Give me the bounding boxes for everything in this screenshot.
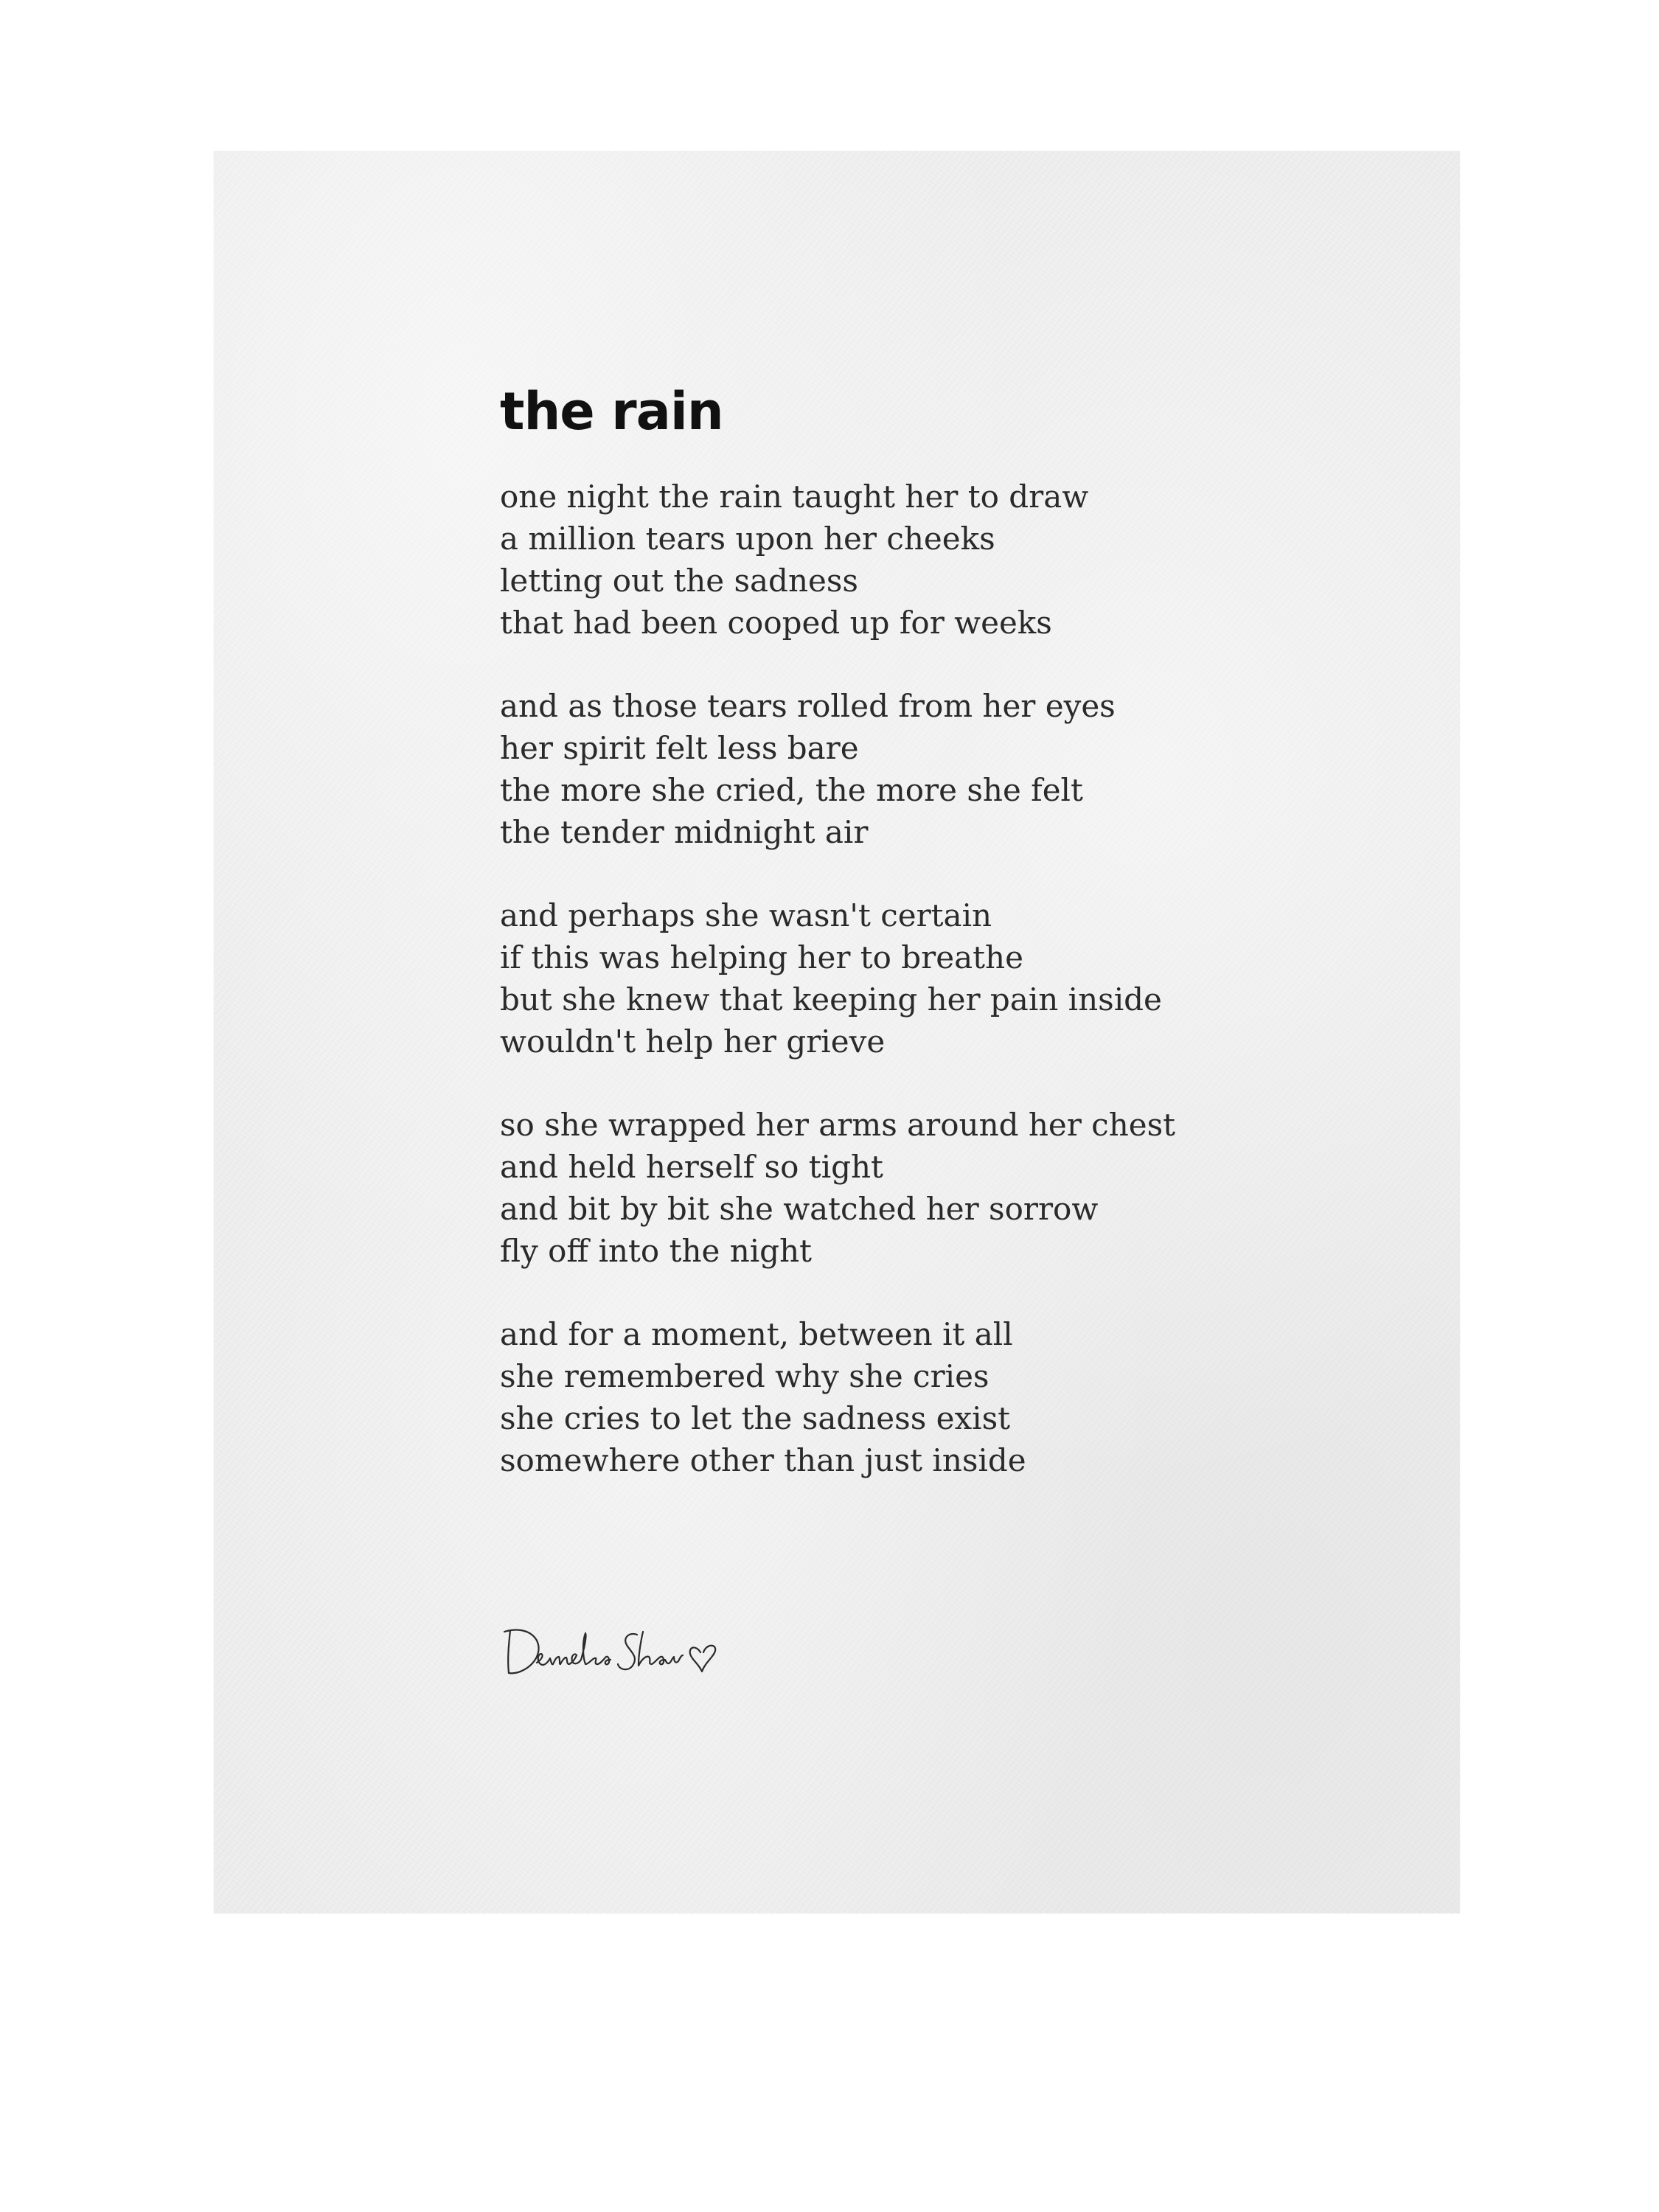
- poem-line: her spirit felt less bare: [500, 730, 859, 766]
- poem-line: fly off into the night: [500, 1233, 812, 1269]
- heart-icon: [690, 1646, 715, 1672]
- poem-line: she remembered why she cries: [500, 1358, 990, 1394]
- poem-line: but she knew that keeping her pain inside: [500, 981, 1162, 1018]
- stanza-1: [500, 476, 1175, 644]
- poem-line: that had been cooped up for weeks: [500, 605, 1052, 641]
- stanza-5: [500, 1313, 1175, 1481]
- poem-line: so she wrapped her arms around her chest: [500, 1107, 1176, 1143]
- stanza-3: [500, 894, 1175, 1062]
- poem-line: the more she cried, the more she felt: [500, 772, 1083, 808]
- poem-line: somewhere other than just inside: [500, 1442, 1026, 1478]
- poem-line: and perhaps she wasn't certain: [500, 897, 992, 933]
- poem-body: [500, 476, 1175, 1523]
- poem-line: one night the rain taught her to draw: [500, 479, 1089, 515]
- poem-line: the tender midnight air: [500, 814, 869, 850]
- poem-line: wouldn't help her grieve: [500, 1023, 886, 1060]
- stanza-4: [500, 1104, 1175, 1272]
- poem-line: she cries to let the sadness exist: [500, 1400, 1011, 1436]
- poem-line: and for a moment, between it all: [500, 1316, 1013, 1352]
- poem-line: and as those tears rolled from her eyes: [500, 688, 1116, 724]
- poem-line: a million tears upon her cheeks: [500, 521, 995, 557]
- paper-sheet: [214, 151, 1460, 1913]
- author-signature: [500, 1618, 728, 1685]
- stanza-2: [500, 685, 1175, 853]
- poem-line: and held herself so tight: [500, 1149, 883, 1185]
- poem-line: if this was helping her to breathe: [500, 939, 1023, 975]
- poem-line: letting out the sadness: [500, 563, 858, 599]
- poem-title: the rain: [500, 381, 723, 442]
- poem-line: and bit by bit she watched her sorrow: [500, 1191, 1099, 1227]
